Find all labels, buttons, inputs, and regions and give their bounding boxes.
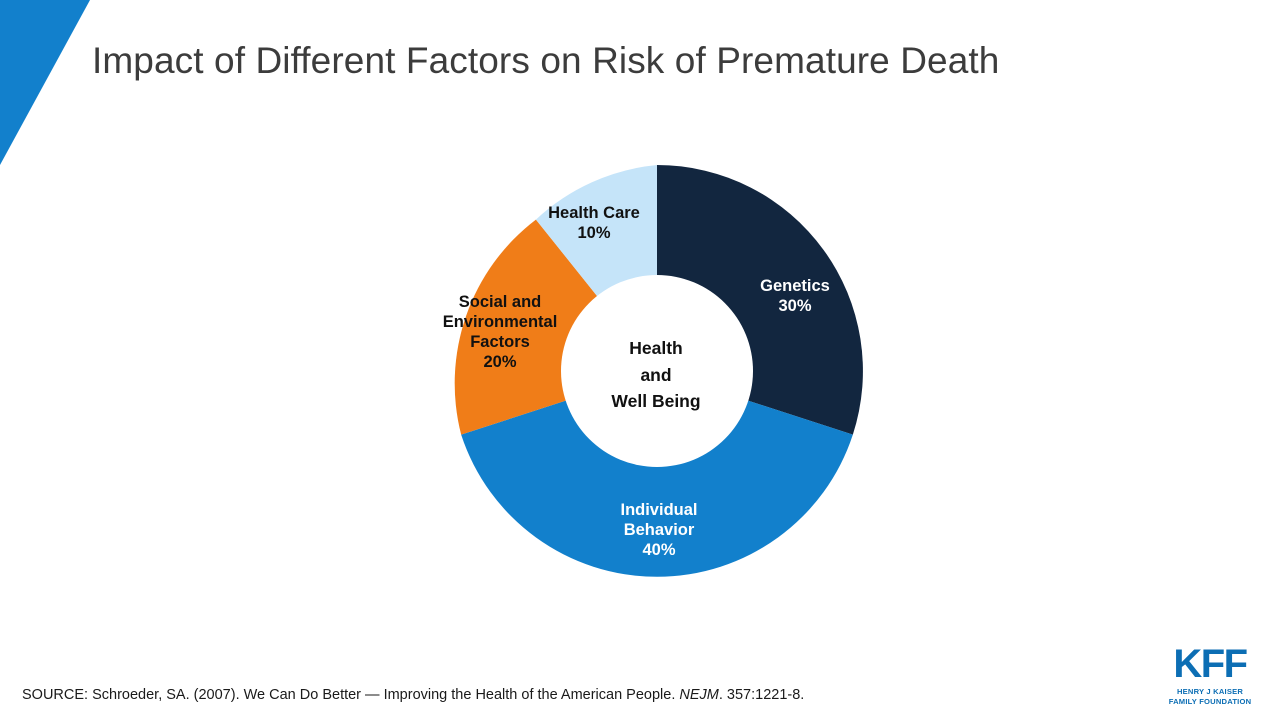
kff-logo [1162, 644, 1258, 706]
kff-logo-subtitle-line-1: HENRY J KAISER [1176, 687, 1244, 697]
source-prefix: SOURCE: Schroeder, SA. (2007). We Can Do Better — Improving the Health of the American People. [22, 687, 680, 703]
slice-label-social-name-2: Environmental [442, 313, 558, 332]
kff-logo-subtitle [1162, 687, 1258, 706]
slice-label-social-name-3: Factors [470, 333, 530, 352]
slice-label-genetics-name: Genetics [760, 277, 830, 295]
corner-accent-shape [0, 0, 90, 165]
kff-logo-subtitle-line-2: FAMILY FOUNDATION [1168, 696, 1252, 706]
slice-label-behavior-value: 40% [642, 541, 676, 560]
slice-label-social-value: 20% [483, 353, 517, 372]
center-line-1: Health [629, 338, 683, 358]
kff-wordmark: KFF [1173, 642, 1247, 687]
slice-label-healthcare-value: 10% [577, 224, 611, 243]
center-line-2: and [640, 364, 672, 385]
donut-center-annotation [586, 335, 726, 415]
source-note [22, 687, 804, 703]
slice-label-social-name-1: Social and [458, 293, 542, 311]
slice-label-healthcare-name: Health Care [548, 204, 640, 222]
slice-label-behavior-name-1: Individual [620, 501, 698, 519]
center-line-3: Well Being [611, 391, 701, 412]
slice-label-behavior-name-2: Behavior [623, 521, 695, 540]
source-suffix: . 357:1221-8. [718, 687, 805, 703]
page-title: Impact of Different Factors on Risk of Premature Death [92, 40, 1000, 81]
slice-label-genetics-value: 30% [778, 297, 812, 316]
source-journal: NEJM [679, 687, 719, 703]
